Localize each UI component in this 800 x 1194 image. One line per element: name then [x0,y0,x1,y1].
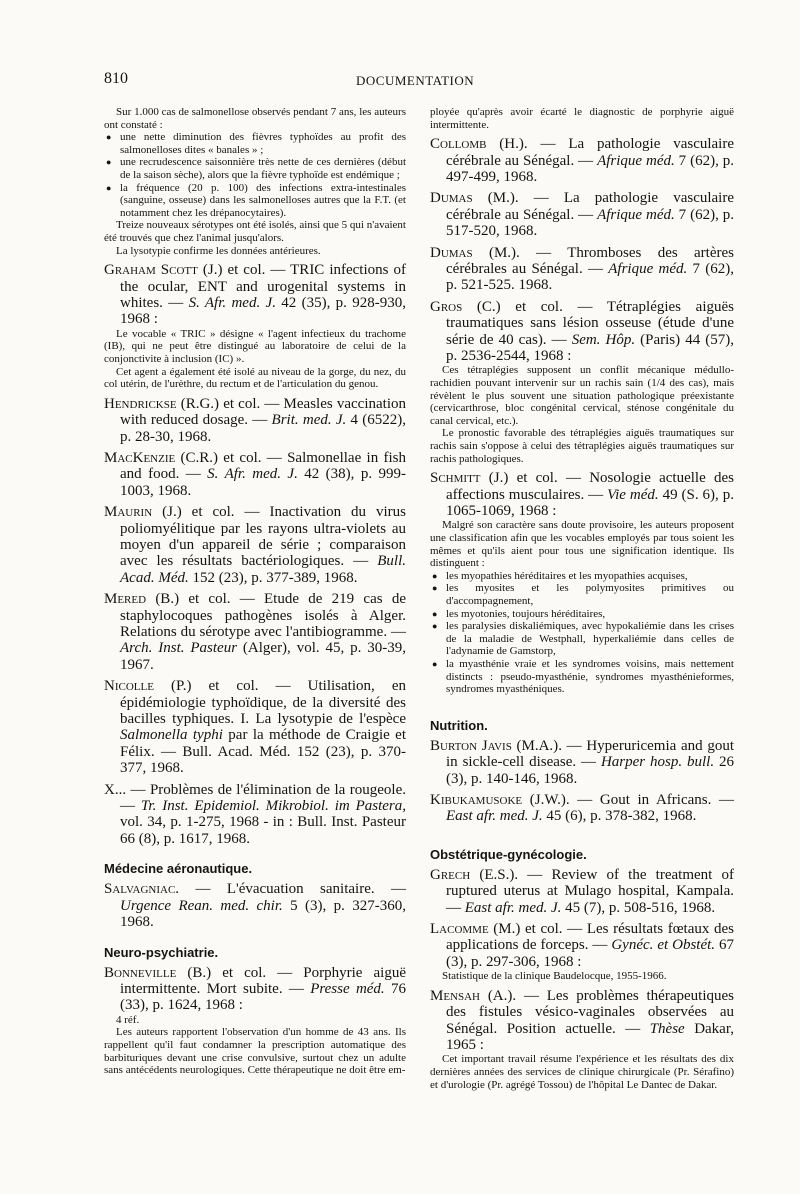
list-item: ● la fréquence (20 p. 100) des infections extra-intestinales (sanguine, osseuse) dans les salmonelloses autres que la F.T. (et notamment chez les drépanocytaires). [104,182,406,220]
right-column [430,106,734,1091]
continuation-paragraph: ployée qu'après avoir écarté le diagnostic de porphyrie aiguë intermittente. [430,106,734,131]
reference-entry [430,792,734,825]
ref-title: et col. — Salmonellae in fish and food. — [120,449,406,483]
reference-note: Le vocable « TRIC » désigne « l'agent infectieux du trachome (IB), qui ne peut être distingué au laboratoire de celui de la conjonctivite à inclusion (IC) ». [104,327,406,365]
ref-citation: 4 (6522), p. 28-30, 1968. [120,412,406,445]
ref-citation: 45 (7), p. 508-516, 1968. [561,899,716,916]
ref-author: Maurin (J.) [104,504,182,521]
ref-journal: Harper hosp. bull. [600,754,715,771]
ref-author: Grech (E.S.) [430,866,515,883]
reference-entry [104,965,406,1014]
ref-author: MacKenzie (C.R.) [104,449,219,466]
ref-author: X... [104,781,127,798]
ref-journal: S. Afr. med. J. [188,294,276,311]
ref-author: Bonneville (B.) [104,964,212,981]
ref-author: Salvagniac. [104,881,180,898]
reference-note: 4 réf. [116,1013,140,1026]
ref-citation: 7 (62), p. 517-520, 1968. [446,206,735,240]
reference-entry [104,396,406,445]
ref-author: Mensah (A.) [430,987,513,1004]
ref-citation: (Paris) 44 (57), p. 2536-2544, 1968 : [446,331,734,365]
ref-citation: vol. 34, p. 1-275, 1968 - in : Bull. Inst. Pasteur 66 (8), p. 1617, 1968. [120,814,406,847]
ref-title: et col. — Utilisation, en épidémiologie typhoïdique, de la diversité des bacilles typhiques. I. La lysotypie de l'espèce [120,678,406,728]
myopathy-classification-list [430,570,734,696]
paragraph: Treize nouveaux sérotypes ont été isolés, ainsi que 5 qui n'avaient été trouvés que chez l'animal jusqu'alors. [104,219,406,244]
ref-title: et col. — Nosologie actuelle des affections musculaires. — [446,470,734,503]
ref-journal: Salmonella typhi [120,727,223,744]
ref-journal: S. Afr. med. J. [207,466,298,483]
ref-citation: 76 (33), p. 1624, 1968 : [120,980,406,1014]
ref-author: Burton Javis (M.A.) [430,737,559,754]
ref-title: . — Hyperuricemia and gout in sickle-cell disease. — [446,737,735,771]
ref-author: Graham Scott (J.) [104,262,223,279]
ref-journal: Urgence Rean. med. chir. [120,897,283,914]
list-item: ● la myasthénie vraie et les syndromes voisins, mais nettement distincts : pseudo-myasthénie, syndromes myasthénieformes, syndromes myasthéniques. [430,658,734,696]
ref-title: et col. — Tétraplégies aiguës traumatiques sans lésion osseuse (étude d'une série de 40 cas). — [446,298,734,348]
reference-entry [430,470,734,519]
reference-entry [104,881,406,930]
reference-entry [104,678,406,776]
ref-journal: Brit. med. J. [271,412,347,429]
list-item: ● une nette diminution des fièvres typhoïdes au profit des salmonelloses dites « banales » ; [104,131,406,156]
intro-paragraph: Sur 1.000 cas de salmonellose observés pendant 7 ans, les auteurs ont constaté : [104,106,406,131]
section-heading: Médecine aéronautique. [104,861,253,877]
list-item: ● les myosites et les polymyosites primitives ou d'accompagnement, [430,582,734,607]
ref-title: — L'évacuation sanitaire. — [179,881,406,898]
reference-entry [430,299,734,365]
ref-citation: Dakar, 1965 : [446,1020,734,1054]
reference-note: Statistique de la clinique Baudelocque, 1955-1966. [442,970,667,983]
reference-entry [430,921,734,970]
ref-title: et col. — TRIC infections of the ocular, ENT and urogenital systems in whites. — [120,262,406,311]
ref-citation: (Alger), vol. 45, p. 30-39, 1967. [120,640,406,673]
paragraph: La lysotypie confirme les données antérieures. [116,244,321,257]
ref-author: Schmitt (J.) [430,470,509,487]
ref-journal: Sem. Hôp. [571,331,636,348]
reference-entry [430,136,734,185]
ref-title: et col. — Measles vaccination with reduced dosage. — [120,395,407,429]
ref-journal: Vie méd. [607,486,659,503]
reference-note: Cet agent a également été isolé au niveau de la gorge, du nez, du col utérin, de l'urèthre, du rectum et de l'articulation du genou. [104,365,406,391]
ref-journal: Bull. Acad. Méd. [120,553,406,586]
reference-entry [104,504,406,586]
ref-author: Gros (C.) [430,298,501,315]
reference-entry [104,782,406,848]
section-heading: Nutrition. [430,717,488,733]
section-heading: Neuro-psychiatrie. [104,944,219,960]
ref-author: Nicolle (P.) [104,678,192,695]
ref-journal: East afr. med. J. [464,899,562,916]
reference-entry [104,262,406,328]
ref-journal: Afrique méd. [597,152,675,169]
ref-title: . — La pathologie vasculaire cérébrale au Sénégal. — [446,136,735,169]
reference-note: Le pronostic favorable des tétraplégies aiguës traumatiques sur rachis sain s'oppose à celui des tétraplégies aiguës traumatiques sur rachis pathologiques. [430,427,734,465]
list-item: ● une recrudescence saisonnière très nette de ces dernières (début de la saison sèche), alors que la fièvre typhoïde est endémique ; [104,156,406,181]
reference-entry [430,190,734,239]
ref-journal: Gynéc. et Obstét. [611,937,716,954]
ref-title: — Problèmes de l'élimination de la rougeole. — [120,781,406,815]
ref-title: . — Les problèmes thérapeutiques des fistules vésico-vaginales observées au Sénégal. Position actuelle. — [446,987,734,1037]
ref-author: Hendrickse (R.G.) [104,395,220,412]
list-item: ● les myopathies héréditaires et les myopathies acquises, [430,570,734,583]
ref-title: et col. — Etude de 219 cas de staphylocoques pathogènes isolés à Alger. Relations du sérotype avec l'antibiogramme. — [120,591,406,640]
list-item: ● les paralysies diskaliémiques, avec hypokaliémie dans les crises de la maladie de Westphall, hyperkaliémie dans celles de l'adynamie de Gamstorp, [430,620,734,658]
ref-author: Lacomme (M.) [430,921,521,937]
reference-entry [430,867,734,916]
reference-entry [430,245,734,294]
ref-citation: 7 (62), p. 497-499, 1968. [446,152,735,185]
reference-note: Cet important travail résume l'expérience et les résultats des dix dernières années des services de clinique chirurgicale (Pr. Sérafino) et d'urologie (Pr. agrégé Tossou) de l'hôpital Le Dantec de Dakar. [430,1053,734,1091]
ref-citation: 49 (S. 6), p. 1065-1069, 1968 : [446,486,734,520]
left-column [104,106,406,1077]
reference-entry [430,738,734,787]
ref-citation: par la méthode de Craigie et Félix. — Bull. Acad. Méd. 152 (23), p. 370-377, 1968. [120,727,406,777]
ref-citation: 152 (23), p. 377-389, 1968. [188,569,358,586]
ref-journal: East afr. med. J. [446,808,543,825]
ref-citation: 67 (3), p. 297-306, 1968 : [446,937,734,970]
ref-title: . — La pathologie vasculaire cérébrale au Sénégal. — [446,190,735,223]
ref-citation: 42 (38), p. 999-1003, 1968. [120,466,406,499]
ref-journal: Thèse [649,1020,685,1037]
ref-title: et col. — Porphyrie aiguë intermittente. Mort subite. — [120,964,406,997]
ref-journal: Tr. Inst. Epidemiol. Mikrobiol. im Pastera, [140,798,406,815]
ref-title: et col. — Les résultats fœtaux des applications de forceps. — [446,921,735,954]
reference-entry [430,988,734,1054]
ref-citation: 45 (6), p. 378-382, 1968. [542,808,697,825]
ref-author: Mered (B.) [104,591,180,608]
ref-journal: Afrique méd. [597,206,675,223]
salmonella-findings-list [104,131,406,219]
ref-title: . — Review of the treatment of ruptured uterus at Mulago hospital, Kampala. — [446,866,734,916]
ref-author: Dumas (M.) [430,190,515,207]
running-head: DOCUMENTATION [356,73,475,88]
ref-journal: Afrique méd. [608,261,688,278]
reference-entry [104,591,406,673]
reference-entry [104,450,406,499]
ref-journal: Presse méd. [310,980,385,997]
ref-title: et col. — Inactivation du virus poliomyélitique par les rayons ultra-violets au moyen d'un appareil de série ; comparaison avec les résultats bactériologiques. — [120,504,407,570]
section-heading: Obstétrique-gynécologie. [430,846,587,862]
ref-title: . — Gout in Africans. — [565,791,734,808]
page-number: 810 [104,70,128,87]
ref-citation: 7 (62), p. 521-525. 1968. [446,261,734,294]
list-item: ● les myotonies, toujours héréditaires, [430,608,734,621]
ref-author: Kibukamusoke (J.W.) [430,791,566,808]
ref-author: Dumas (M.) [430,244,517,261]
reference-note: Malgré son caractère sans doute provisoire, les auteurs proposent une classification afin que les vocables employés par tous soient les mêmes et qu'ils aient pour tous une signification identique. Ils distinguent : [430,519,734,570]
reference-note: Les auteurs rapportent l'observation d'un homme de 43 ans. Ils rappellent qu'il faut condamner la prescription automatique des barbituriques devant une crise convulsive, surtout chez un adulte sans antécédents neurologiques. Cette thérapeutique ne doit être em- [104,1026,406,1077]
ref-citation: 5 (3), p. 327-360, 1968. [120,897,406,931]
ref-citation: 42 (35), p. 928-930, 1968 : [120,294,406,328]
reference-note: Ces tétraplégies supposent un conflit mécanique médullo-rachidien pouvant intervenir sur un rachis sain (1/4 des cas), mais révèlent le plus souvent une situation pathologique préexistante (cervicarthrose, bloc congénital cervical, sténose congénitale du canal cervical, etc.). [430,364,734,427]
ref-author: Collomb (H.) [430,136,524,153]
ref-journal: Arch. Inst. Pasteur [120,640,238,657]
ref-citation: 26 (3), p. 140-146, 1968. [446,754,735,787]
ref-title: . — Thromboses des artères cérébrales au Sénégal. — [446,244,734,278]
